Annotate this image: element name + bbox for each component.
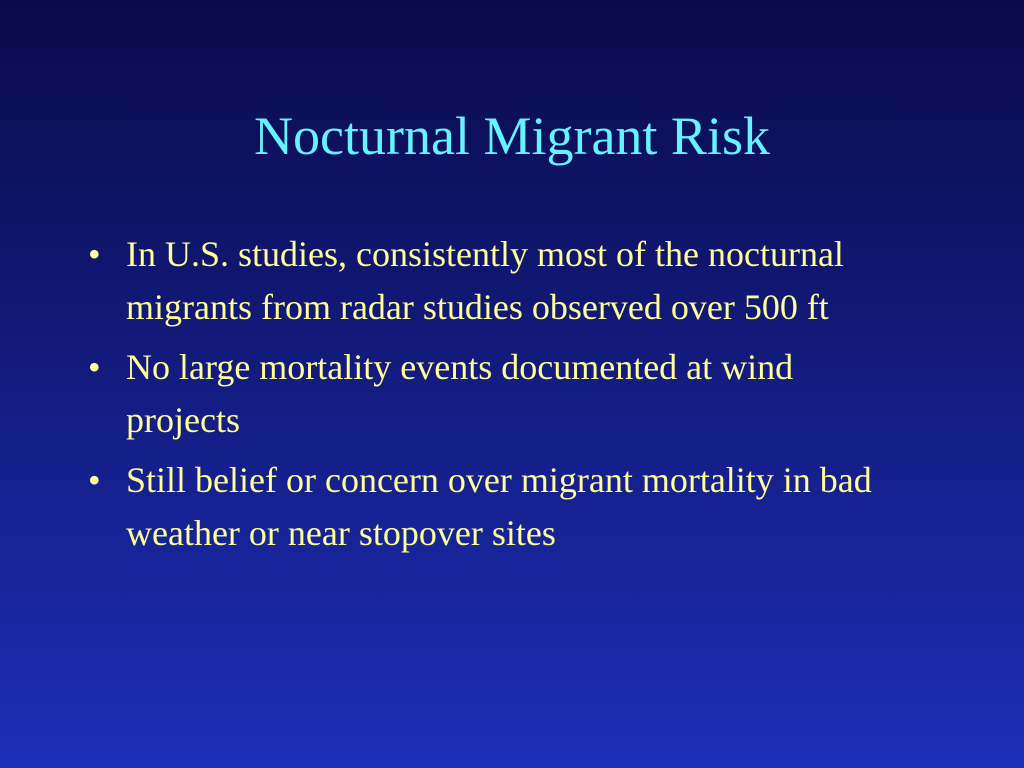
bullet-text: In U.S. studies, consistently most of the nocturnal migrants from radar studies observed over 500 ft: [126, 234, 844, 327]
bullet-text: No large mortality events documented at wind projects: [126, 347, 794, 440]
bullet-item: [88, 454, 908, 560]
bullet-icon: •: [88, 347, 101, 387]
bullet-list: [88, 228, 908, 567]
bullet-text: Still belief or concern over migrant mortality in bad weather or near stopover sites: [126, 460, 872, 553]
bullet-item: [88, 228, 908, 334]
bullet-item: [88, 341, 908, 447]
bullet-icon: •: [88, 234, 101, 274]
slide-title: Nocturnal Migrant Risk: [254, 106, 770, 166]
bullet-icon: •: [88, 460, 101, 500]
